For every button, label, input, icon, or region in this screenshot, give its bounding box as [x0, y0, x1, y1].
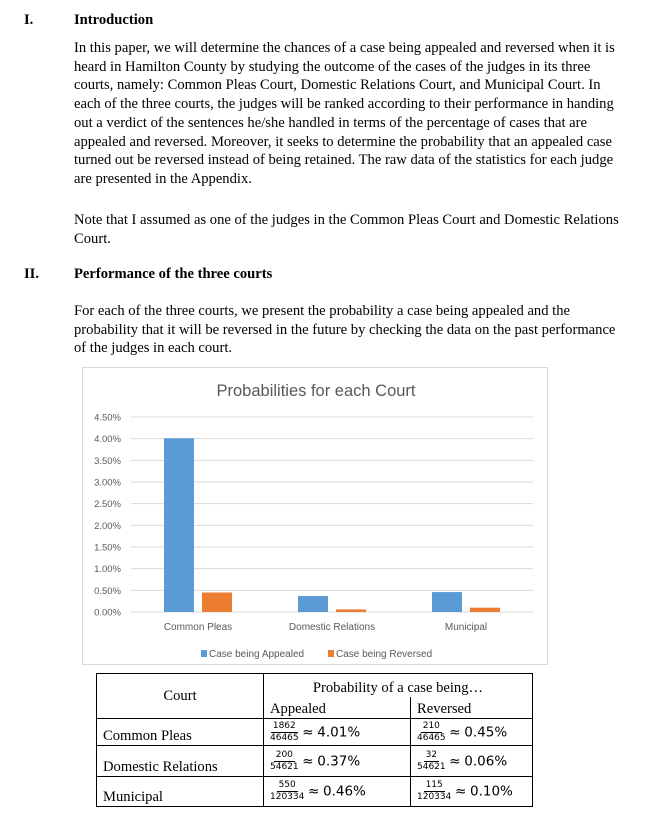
y-tick-label: 0.00% [94, 607, 121, 619]
numerator: 1862 [272, 720, 296, 731]
x-tick-label: Municipal [444, 622, 488, 633]
reversed-cell [411, 746, 533, 777]
percentage: 0.10% [469, 783, 513, 800]
section-number: II. [24, 266, 40, 282]
appealed-cell [264, 777, 411, 807]
paragraph: Note that I assumed as one of the judges in the Common Pleas Court and Domestic Relations Court. [74, 212, 619, 247]
table-row [97, 746, 533, 777]
reversed-cell [411, 777, 533, 807]
bar-chart [82, 367, 548, 665]
denominator: 120334 [417, 792, 452, 802]
numerator: 210 [422, 720, 440, 731]
fraction [270, 750, 299, 773]
probability-table [96, 673, 533, 807]
denominator: 54621 [417, 761, 446, 772]
court-name: Domestic Relations [97, 746, 264, 777]
percentage: 4.01% [317, 724, 361, 740]
table-row [97, 719, 533, 746]
fraction [417, 780, 451, 803]
fraction [417, 721, 446, 744]
table-row [97, 777, 533, 807]
approx-sign: ≈ [449, 753, 461, 769]
denominator: 54621 [270, 761, 299, 772]
court-header: Court [97, 674, 264, 719]
percentage: 0.06% [464, 753, 508, 769]
bar-case-being-reversed [202, 593, 232, 613]
percentage: 0.37% [317, 753, 361, 769]
fraction [270, 721, 299, 744]
y-tick-label: 2.00% [94, 520, 121, 532]
bar-case-being-appealed [164, 438, 194, 612]
section-heading: Performance of the three courts [74, 266, 273, 282]
legend-swatch [328, 650, 334, 657]
fraction [270, 780, 304, 803]
y-tick-label: 4.00% [94, 434, 121, 446]
y-tick-label: 1.00% [94, 564, 121, 576]
approx-sign: ≈ [455, 783, 467, 800]
appealed-cell [264, 719, 411, 746]
percentage: 0.45% [464, 724, 508, 740]
approx-sign: ≈ [449, 724, 461, 740]
numerator: 200 [275, 749, 293, 760]
bar-case-being-appealed [432, 592, 462, 612]
fraction [417, 750, 446, 773]
court-name: Common Pleas [97, 719, 264, 746]
reversed-header: Reversed [411, 697, 533, 719]
denominator: 120334 [270, 792, 305, 802]
numerator: 115 [425, 780, 443, 790]
court-name: Municipal [97, 777, 264, 807]
approx-sign: ≈ [302, 753, 314, 769]
approx-sign: ≈ [308, 783, 320, 800]
numerator: 32 [425, 749, 438, 760]
reversed-cell [411, 719, 533, 746]
approx-sign: ≈ [302, 724, 314, 740]
y-tick-label: 3.00% [94, 477, 121, 489]
x-tick-label: Domestic Relations [288, 622, 376, 633]
denominator: 46465 [417, 732, 446, 743]
y-tick-label: 2.50% [94, 499, 121, 511]
legend-label: Case being Reversed [336, 649, 433, 660]
y-tick-label: 0.50% [94, 585, 121, 597]
y-tick-label: 1.50% [94, 542, 121, 554]
y-tick-label: 4.50% [94, 412, 121, 424]
section-heading: Introduction [74, 12, 154, 28]
bar-case-being-appealed [298, 596, 328, 612]
x-tick-label: Common Pleas [163, 622, 233, 633]
numerator: 550 [278, 780, 296, 790]
section-number: I. [24, 12, 34, 28]
appealed-cell [264, 746, 411, 777]
legend-label: Case being Appealed [209, 649, 305, 660]
group-header: Probability of a case being… [264, 674, 533, 697]
y-tick-label: 3.50% [94, 455, 121, 467]
denominator: 46465 [270, 732, 299, 743]
chart-title: Probabilities for each Court [216, 382, 416, 400]
paragraph: In this paper, we will determine the chances of a case being appealed and reversed when it is heard in Hamilton County by studying the outcome of the cases of the judges in its three courts, namely: Common Pleas Court, Domestic Relations Court, and Municipal Court. In each of the three courts, the judges will be ranked according to their performance in handing out a verdict of the sentences he/she handled in terms of the percentage of cases that are appealed and reversed. Moreover, it seeks to determine the probability that an appealed case turned out be reversed instead of being retained. The raw data of the statistics for each judge are presented in the Appendix. [74, 40, 615, 187]
bar-case-being-reversed [470, 608, 500, 612]
percentage: 0.46% [322, 783, 366, 800]
paragraph: For each of the three courts, we present the probability a case being appealed and the probability that it will be reversed in the future by checking the data on the past performance of the judges in each court. [74, 303, 616, 357]
legend-swatch [201, 650, 207, 657]
appealed-header: Appealed [264, 697, 411, 719]
bar-case-being-reversed [336, 609, 366, 612]
